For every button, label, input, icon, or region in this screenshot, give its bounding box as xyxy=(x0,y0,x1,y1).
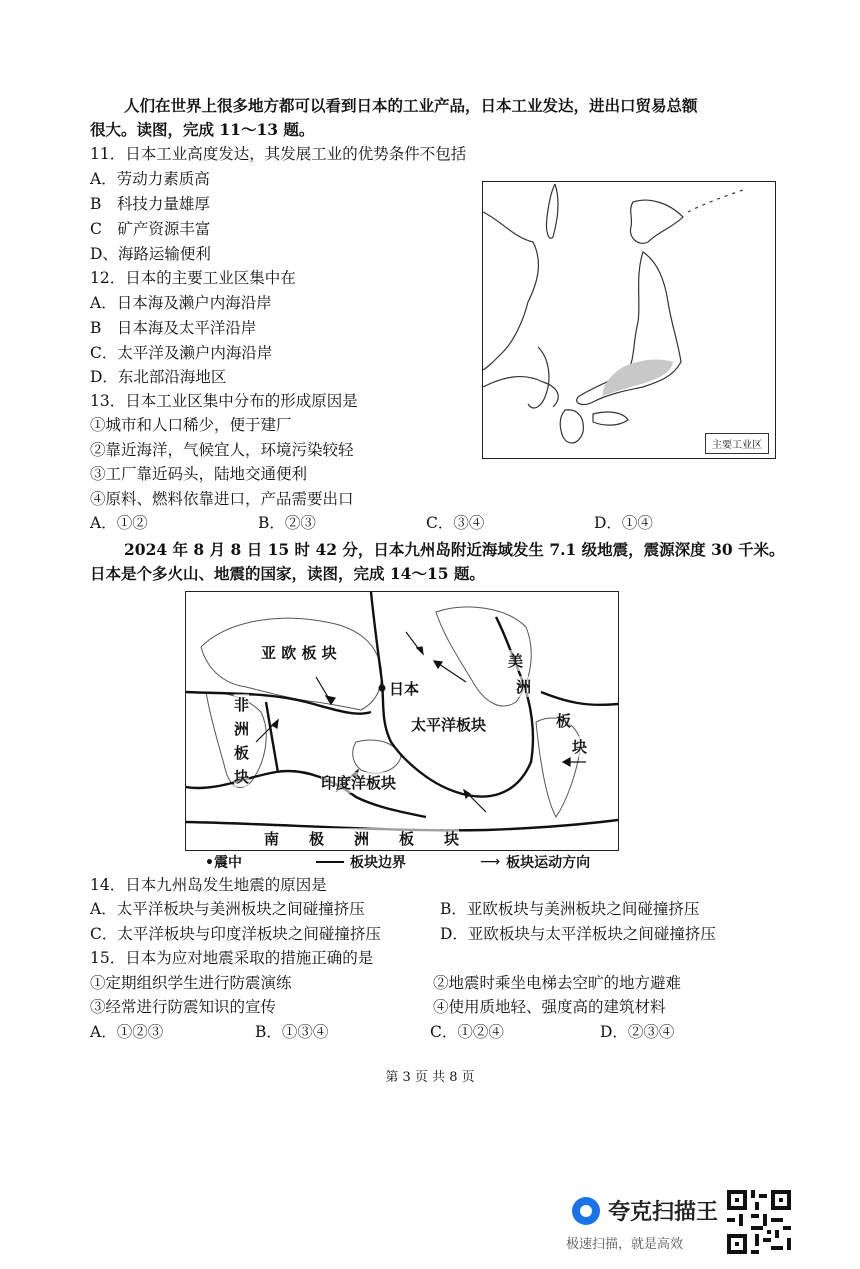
q11-option-b: B 科技力量雄厚 xyxy=(90,195,210,213)
label-indian-plate: 印度洋板块 xyxy=(321,774,397,792)
legend-direction xyxy=(480,852,590,872)
scanner-logo-icon xyxy=(572,1197,600,1225)
q13-stem: 13．日本工业区集中分布的形成原因是 xyxy=(90,392,358,410)
q12-option-c: C．太平洋及濑户内海沿岸 xyxy=(90,344,273,362)
q11-option-c: C 矿产资源丰富 xyxy=(90,220,211,238)
q14-option-b: B．亚欧板块与美洲板块之间碰撞挤压 xyxy=(440,900,700,918)
q14-option-c: C．太平洋板块与印度洋板块之间碰撞挤压 xyxy=(90,925,381,943)
q15-option-d: D．②③④ xyxy=(600,1023,675,1041)
q13-option-c: C．③④ xyxy=(426,514,485,532)
plate-map xyxy=(185,591,619,851)
japan-map-drawing xyxy=(483,182,775,458)
japan-map xyxy=(482,181,776,459)
boundary-line-icon xyxy=(316,861,344,863)
legend-direction-label: 板块运动方向 xyxy=(506,855,591,871)
q11-stem: 11．日本工业高度发达，其发展工业的优势条件不包括 xyxy=(90,145,467,163)
q11-option-d: D、海路运输便利 xyxy=(90,245,211,263)
label-eurasia-plate: 亚 欧 板 块 xyxy=(261,644,337,662)
q15-options xyxy=(90,1022,770,1042)
q15-item-3: ③经常进行防震知识的宣传 xyxy=(90,998,277,1016)
q13-item-2: ②靠近海洋，气候宜人，环境污染较轻 xyxy=(90,441,354,459)
q12-stem: 12．日本的主要工业区集中在 xyxy=(90,269,296,287)
q13-option-b: B．②③ xyxy=(258,514,316,532)
label-africa-2: 洲 xyxy=(234,720,250,738)
intro2-line-1: 2024 年 8 月 8 日 15 时 42 分，日本九州岛附近海域发生 7.1 级地震，震源深度 30 千米。 xyxy=(124,540,785,559)
label-japan: 日本 xyxy=(389,680,420,698)
label-africa-1: 非 xyxy=(234,696,250,714)
q15-item-4: ④使用质地轻、强度高的建筑材料 xyxy=(433,998,666,1016)
q13-item-1: ①城市和人口稀少，便于建厂 xyxy=(90,416,292,434)
q14-option-a: A．太平洋板块与美洲板块之间碰撞挤压 xyxy=(90,900,365,918)
plate-map-drawing xyxy=(186,592,618,850)
scanner-slogan: 极速扫描，就是高效 xyxy=(566,1237,684,1252)
q15-option-c: C．①②④ xyxy=(430,1023,504,1041)
q15-item-1: ①定期组织学生进行防震演练 xyxy=(90,974,292,992)
intro2-line-2: 日本是个多火山、地震的国家，读图，完成 14～15 题。 xyxy=(90,564,485,583)
q15-option-a: A．①②③ xyxy=(90,1023,164,1041)
q13-item-3: ③工厂靠近码头，陆地交通便利 xyxy=(90,465,308,483)
page-footer: 第 3 页 共 8 页 xyxy=(385,1070,475,1085)
label-america-4: 块 xyxy=(572,738,588,756)
q12-option-b: B 日本海及太平洋沿岸 xyxy=(90,319,257,337)
q13-item-4: ④原料、燃料依靠进口，产品需要出口 xyxy=(90,490,354,508)
legend-boundary-label: 板块边界 xyxy=(350,855,406,871)
label-pacific-plate: 太平洋板块 xyxy=(411,716,487,734)
arrow-right-icon: ⟶ xyxy=(480,854,501,870)
label-america-2: 洲 xyxy=(516,678,532,696)
q13-option-a: A．①② xyxy=(90,514,148,532)
japan-map-legend: 主要工业区 xyxy=(705,433,769,454)
q14-stem: 14．日本九州岛发生地震的原因是 xyxy=(90,876,327,894)
q15-item-2: ②地震时乘坐电梯去空旷的地方避难 xyxy=(433,974,682,992)
label-africa-3: 板 xyxy=(234,744,250,762)
qr-code-icon xyxy=(727,1190,791,1254)
legend-epicenter: •震中 xyxy=(205,855,242,871)
q13-options xyxy=(90,513,770,533)
scanner-brand-name: 夸克扫描王 xyxy=(608,1200,719,1225)
q15-stem: 15．日本为应对地震采取的措施正确的是 xyxy=(90,949,374,967)
label-africa-4: 块 xyxy=(234,768,250,786)
intro-line-1: 人们在世界上很多地方都可以看到日本的工业产品，日本工业发达，进出口贸易总额 xyxy=(124,96,698,115)
label-antarctic-plate: 南 极 洲 板 块 xyxy=(264,830,460,848)
q14-option-d: D．亚欧板块与太平洋板块之间碰撞挤压 xyxy=(440,925,716,943)
label-america-3: 板 xyxy=(556,712,572,730)
q12-option-a: A．日本海及濑户内海沿岸 xyxy=(90,294,272,312)
intro-line-2: 很大。读图，完成 11～13 题。 xyxy=(90,120,315,139)
q12-option-d: D．东北部沿海地区 xyxy=(90,368,227,386)
q13-option-d: D．①④ xyxy=(594,514,653,532)
q15-option-b: B．①③④ xyxy=(255,1023,329,1041)
legend-boundary xyxy=(316,852,406,872)
label-america-1: 美 xyxy=(508,652,524,670)
q11-option-a: A．劳动力素质高 xyxy=(90,170,210,188)
